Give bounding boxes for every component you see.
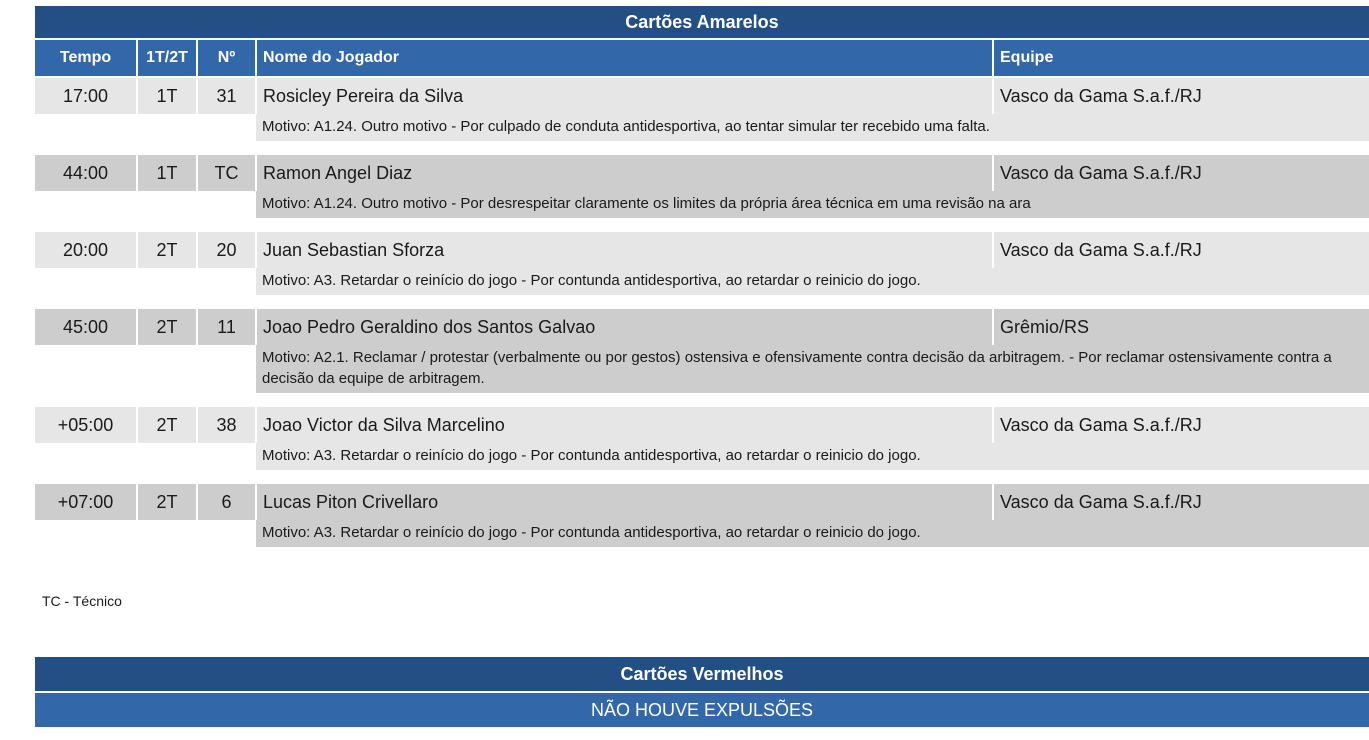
yellow-cards-header-row	[35, 40, 1369, 76]
card-reason: Motivo: A2.1. Reclamar / protestar (verbalmente ou por gestos) ostensiva e ofensivamente contra decisão da arbitragem. - Por reclamar ostensivamente contra a decisão da equipe de arbitragem.	[256, 345, 1369, 393]
card-half: 2T	[138, 309, 196, 345]
card-reason: Motivo: A3. Retardar o reinício do jogo - Por contunda antidesportiva, ao retardar o reinicio do jogo.	[256, 268, 1369, 295]
yellow-cards-section	[35, 6, 1369, 547]
card-player-name: Joao Pedro Geraldino dos Santos Galvao	[257, 309, 992, 345]
red-cards-section	[35, 657, 1369, 727]
header-team: Equipe	[994, 40, 1369, 76]
card-entry	[35, 309, 1369, 393]
card-half: 2T	[138, 407, 196, 443]
header-time: Tempo	[35, 40, 136, 76]
card-reason: Motivo: A3. Retardar o reinício do jogo - Por contunda antidesportiva, ao retardar o reinicio do jogo.	[256, 520, 1369, 547]
card-entry	[35, 407, 1369, 470]
card-reason: Motivo: A1.24. Outro motivo - Por desrespeitar claramente os limites da própria área técnica em uma revisão na ara	[256, 191, 1369, 218]
card-time: 44:00	[35, 155, 136, 191]
card-half: 2T	[138, 232, 196, 268]
card-time: 17:00	[35, 78, 136, 114]
card-entry	[35, 232, 1369, 295]
card-time: 45:00	[35, 309, 136, 345]
card-entry	[35, 78, 1369, 141]
card-half: 1T	[138, 155, 196, 191]
card-number: 31	[198, 78, 255, 114]
table-row	[35, 309, 1369, 345]
header-number: Nº	[198, 40, 255, 76]
card-player-name: Rosicley Pereira da Silva	[257, 78, 992, 114]
card-number: 20	[198, 232, 255, 268]
card-half: 1T	[138, 78, 196, 114]
legend-note: TC - Técnico	[42, 593, 122, 609]
header-half: 1T/2T	[138, 40, 196, 76]
card-reason: Motivo: A3. Retardar o reinício do jogo - Por contunda antidesportiva, ao retardar o reinicio do jogo.	[256, 443, 1369, 470]
card-half: 2T	[138, 484, 196, 520]
card-team: Vasco da Gama S.a.f./RJ	[994, 232, 1369, 268]
card-reason: Motivo: A1.24. Outro motivo - Por culpado de conduta antidesportiva, ao tentar simular ter recebido uma falta.	[256, 114, 1369, 141]
card-team: Grêmio/RS	[994, 309, 1369, 345]
table-row	[35, 484, 1369, 520]
card-time: +05:00	[35, 407, 136, 443]
header-player-name: Nome do Jogador	[257, 40, 992, 76]
card-team: Vasco da Gama S.a.f./RJ	[994, 407, 1369, 443]
red-cards-title: Cartões Vermelhos	[35, 657, 1369, 691]
card-time: 20:00	[35, 232, 136, 268]
table-row	[35, 232, 1369, 268]
card-number: 6	[198, 484, 255, 520]
card-time: +07:00	[35, 484, 136, 520]
card-entry	[35, 484, 1369, 547]
table-row	[35, 155, 1369, 191]
card-team: Vasco da Gama S.a.f./RJ	[994, 484, 1369, 520]
card-player-name: Lucas Piton Crivellaro	[257, 484, 992, 520]
card-player-name: Ramon Angel Diaz	[257, 155, 992, 191]
yellow-cards-title: Cartões Amarelos	[35, 6, 1369, 38]
card-team: Vasco da Gama S.a.f./RJ	[994, 155, 1369, 191]
card-number: 38	[198, 407, 255, 443]
card-player-name: Joao Victor da Silva Marcelino	[257, 407, 992, 443]
card-entry	[35, 155, 1369, 218]
card-number: TC	[198, 155, 255, 191]
card-player-name: Juan Sebastian Sforza	[257, 232, 992, 268]
table-row	[35, 407, 1369, 443]
card-team: Vasco da Gama S.a.f./RJ	[994, 78, 1369, 114]
table-row	[35, 78, 1369, 114]
card-number: 11	[198, 309, 255, 345]
no-expulsions-notice: NÃO HOUVE EXPULSÕES	[35, 693, 1369, 727]
